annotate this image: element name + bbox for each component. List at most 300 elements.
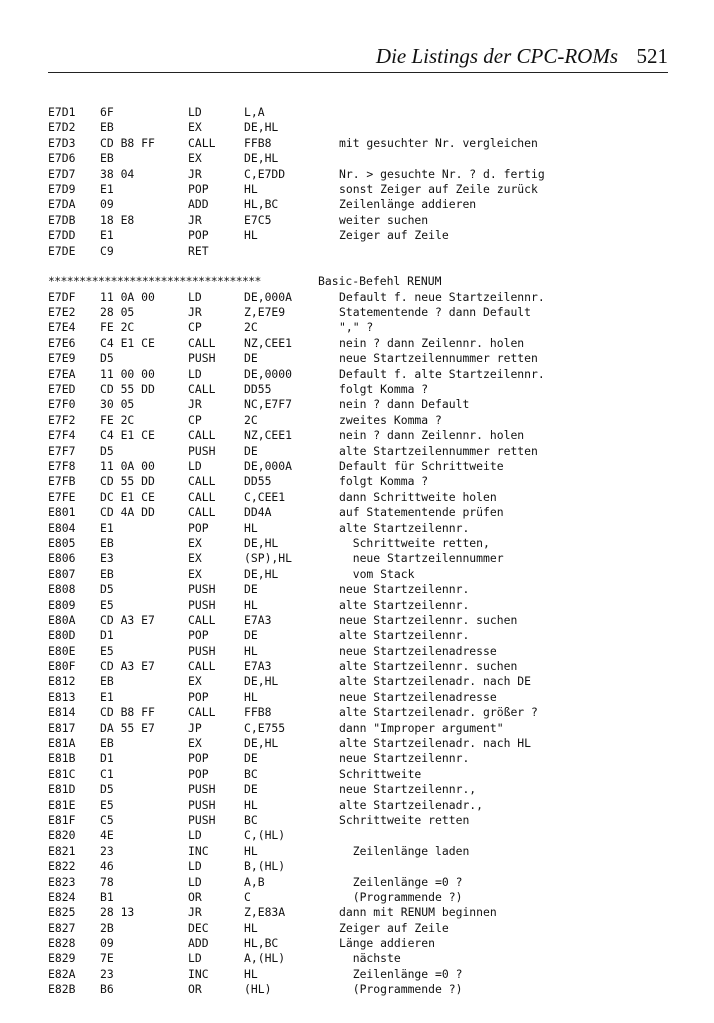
operands: 2C	[244, 412, 258, 427]
listing-row	[48, 674, 668, 689]
mnemonic: POP	[188, 689, 209, 704]
address: E7F0	[48, 397, 76, 412]
operands: HL	[244, 520, 258, 535]
listing-row	[48, 521, 668, 536]
comment: dann "Improper argument"	[339, 720, 504, 735]
opcode-bytes: C4 E1 CE	[100, 335, 155, 350]
listing-row	[48, 120, 668, 135]
operands: DE	[244, 351, 258, 366]
address: E814	[48, 705, 76, 720]
opcode-bytes: D5	[100, 351, 114, 366]
opcode-bytes: E1	[100, 181, 114, 196]
opcode-bytes: DC E1 CE	[100, 489, 155, 504]
address: E7DA	[48, 197, 76, 212]
listing-block-1	[48, 105, 668, 259]
listing-row	[48, 167, 668, 182]
comment: neue Startzeilennr.	[339, 582, 470, 597]
address: E7D2	[48, 120, 76, 135]
operands: E7A3	[244, 659, 272, 674]
comment: Zeilenlänge addieren	[339, 197, 477, 212]
listing-row	[48, 721, 668, 736]
opcode-bytes: 7E	[100, 951, 114, 966]
comment: sonst Zeiger auf Zeile zurück	[339, 181, 538, 196]
operands: DE,000A	[244, 458, 293, 473]
listing-row	[48, 397, 668, 412]
assembly-listing	[48, 105, 668, 998]
address: E7D7	[48, 166, 76, 181]
listing-row	[48, 197, 668, 212]
listing-row	[48, 320, 668, 335]
address: E80E	[48, 643, 76, 658]
address: E7FB	[48, 474, 76, 489]
comment: (Programmende ?)	[339, 982, 463, 997]
comment: (Programmende ?)	[339, 889, 463, 904]
listing-row	[48, 690, 668, 705]
opcode-bytes: D1	[100, 628, 114, 643]
address: E808	[48, 582, 76, 597]
operands: A,B	[244, 874, 265, 889]
operands: E7A3	[244, 612, 272, 627]
listing-row	[48, 536, 668, 551]
operands: HL	[244, 181, 258, 196]
comment: folgt Komma ?	[339, 474, 429, 489]
mnemonic: PUSH	[188, 582, 216, 597]
address: E817	[48, 720, 76, 735]
listing-row	[48, 228, 668, 243]
address: E7E9	[48, 351, 76, 366]
listing-row	[48, 305, 668, 320]
operands: C,CEE1	[244, 489, 286, 504]
opcode-bytes: E5	[100, 797, 114, 812]
operands: C,E755	[244, 720, 286, 735]
address: E81E	[48, 797, 76, 812]
comment: dann mit RENUM beginnen	[339, 905, 497, 920]
operands: DE	[244, 782, 258, 797]
comment: alte Startzeilennr. suchen	[339, 659, 518, 674]
page-header	[48, 38, 668, 74]
opcode-bytes: E5	[100, 597, 114, 612]
operands: 2C	[244, 320, 258, 335]
address: E81A	[48, 736, 76, 751]
address: E828	[48, 936, 76, 951]
address: E7F8	[48, 458, 76, 473]
mnemonic: PUSH	[188, 812, 216, 827]
opcode-bytes: 23	[100, 966, 114, 981]
listing-row	[48, 136, 668, 151]
operands: DE,HL	[244, 151, 279, 166]
mnemonic: CALL	[188, 612, 216, 627]
comment: alte Startzeilenadr. nach DE	[339, 674, 532, 689]
address: E7E4	[48, 320, 76, 335]
opcode-bytes: D5	[100, 782, 114, 797]
opcode-bytes: CD B8 FF	[100, 135, 155, 150]
listing-row	[48, 244, 668, 259]
listing-row	[48, 890, 668, 905]
comment: weiter suchen	[339, 212, 429, 227]
mnemonic: CALL	[188, 135, 216, 150]
operands: BC	[244, 766, 258, 781]
listing-row	[48, 474, 668, 489]
address: E7D6	[48, 151, 76, 166]
mnemonic: LD	[188, 366, 202, 381]
comment: Default für Schrittweite	[339, 458, 504, 473]
comment: Statementende ? dann Default	[339, 305, 532, 320]
listing-row	[48, 798, 668, 813]
mnemonic: INC	[188, 966, 209, 981]
mnemonic: CALL	[188, 335, 216, 350]
address: E821	[48, 843, 76, 858]
comment: neue Startzeilenadresse	[339, 643, 497, 658]
mnemonic: EX	[188, 566, 202, 581]
mnemonic: CALL	[188, 428, 216, 443]
address: E7DD	[48, 228, 76, 243]
operands: B,(HL)	[244, 859, 286, 874]
operands: A,(HL)	[244, 951, 286, 966]
comment: neue Startzeilennr.,	[339, 782, 477, 797]
mnemonic: POP	[188, 766, 209, 781]
listing-row	[48, 767, 668, 782]
opcode-bytes: 46	[100, 859, 114, 874]
section-title: Basic-Befehl RENUM	[318, 274, 442, 289]
opcode-bytes: CD 55 DD	[100, 382, 155, 397]
address: E7D9	[48, 181, 76, 196]
mnemonic: LD	[188, 828, 202, 843]
mnemonic: PUSH	[188, 351, 216, 366]
opcode-bytes: 09	[100, 197, 114, 212]
listing-block-2	[48, 290, 668, 998]
opcode-bytes: 4E	[100, 828, 114, 843]
opcode-bytes: CD B8 FF	[100, 705, 155, 720]
opcode-bytes: 09	[100, 936, 114, 951]
opcode-bytes: EB	[100, 566, 114, 581]
opcode-bytes: CD A3 E7	[100, 659, 155, 674]
comment: nein ? dann Default	[339, 397, 470, 412]
opcode-bytes: C9	[100, 243, 114, 258]
mnemonic: CALL	[188, 489, 216, 504]
mnemonic: JR	[188, 166, 202, 181]
mnemonic: CALL	[188, 705, 216, 720]
spacer	[48, 259, 668, 274]
address: E7E2	[48, 305, 76, 320]
mnemonic: POP	[188, 751, 209, 766]
listing-row	[48, 105, 668, 120]
opcode-bytes: 23	[100, 843, 114, 858]
mnemonic: POP	[188, 520, 209, 535]
operands: DD55	[244, 474, 272, 489]
address: E7EA	[48, 366, 76, 381]
address: E7DE	[48, 243, 76, 258]
listing-row	[48, 705, 668, 720]
mnemonic: POP	[188, 628, 209, 643]
opcode-bytes: 18 E8	[100, 212, 135, 227]
address: E820	[48, 828, 76, 843]
operands: DE	[244, 751, 258, 766]
operands: HL	[244, 966, 258, 981]
operands: C	[244, 889, 251, 904]
listing-row	[48, 951, 668, 966]
listing-row	[48, 367, 668, 382]
opcode-bytes: B1	[100, 889, 114, 904]
comment: alte Startzeilenadr.,	[339, 797, 484, 812]
mnemonic: LD	[188, 874, 202, 889]
address: E812	[48, 674, 76, 689]
mnemonic: OR	[188, 982, 202, 997]
address: E7E6	[48, 335, 76, 350]
operands: DD55	[244, 382, 272, 397]
header-rule	[48, 72, 668, 73]
opcode-bytes: E5	[100, 643, 114, 658]
operands: DE	[244, 582, 258, 597]
listing-row	[48, 182, 668, 197]
operands: HL	[244, 689, 258, 704]
mnemonic: POP	[188, 181, 209, 196]
comment: Zeilenlänge =0 ?	[339, 874, 463, 889]
opcode-bytes: 28 05	[100, 305, 135, 320]
mnemonic: OR	[188, 889, 202, 904]
operands: HL,BC	[244, 936, 279, 951]
mnemonic: EX	[188, 674, 202, 689]
address: E82A	[48, 966, 76, 981]
opcode-bytes: E1	[100, 228, 114, 243]
mnemonic: CALL	[188, 474, 216, 489]
operands: Z,E7E9	[244, 305, 286, 320]
address: E824	[48, 889, 76, 904]
address: E829	[48, 951, 76, 966]
address: E804	[48, 520, 76, 535]
comment: Länge addieren	[339, 936, 436, 951]
listing-row	[48, 582, 668, 597]
comment: alte Startzeilennr.	[339, 628, 470, 643]
opcode-bytes: E3	[100, 551, 114, 566]
operands: NC,E7F7	[244, 397, 293, 412]
comment: neue Startzeilennr.	[339, 751, 470, 766]
operands: BC	[244, 812, 258, 827]
operands: DE,0000	[244, 366, 293, 381]
listing-row	[48, 413, 668, 428]
opcode-bytes: EB	[100, 674, 114, 689]
address: E7DF	[48, 289, 76, 304]
mnemonic: PUSH	[188, 643, 216, 658]
opcode-bytes: 30 05	[100, 397, 135, 412]
comment: neue Startzeilennummer	[339, 551, 504, 566]
comment: neue Startzeilennr. suchen	[339, 612, 518, 627]
mnemonic: RET	[188, 243, 209, 258]
listing-row	[48, 921, 668, 936]
listing-row	[48, 828, 668, 843]
listing-row	[48, 936, 668, 951]
address: E7DB	[48, 212, 76, 227]
mnemonic: EX	[188, 151, 202, 166]
opcode-bytes: 78	[100, 874, 114, 889]
listing-row	[48, 613, 668, 628]
mnemonic: LD	[188, 105, 202, 119]
operands: FFB8	[244, 705, 272, 720]
section-header	[48, 274, 668, 289]
listing-row	[48, 459, 668, 474]
address: E827	[48, 920, 76, 935]
mnemonic: JR	[188, 212, 202, 227]
comment: Schrittweite	[339, 766, 422, 781]
operands: HL	[244, 843, 258, 858]
address: E813	[48, 689, 76, 704]
address: E81F	[48, 812, 76, 827]
address: E801	[48, 505, 76, 520]
address: E7F2	[48, 412, 76, 427]
listing-row	[48, 628, 668, 643]
operands: DE,HL	[244, 736, 279, 751]
opcode-bytes: 11 0A 00	[100, 458, 155, 473]
opcode-bytes: D5	[100, 582, 114, 597]
comment: Zeilenlänge =0 ?	[339, 966, 463, 981]
listing-row	[48, 782, 668, 797]
opcode-bytes: 11 0A 00	[100, 289, 155, 304]
address: E7F4	[48, 428, 76, 443]
comment: Zeiger auf Zeile	[339, 228, 449, 243]
operands: HL	[244, 597, 258, 612]
comment: Default f. neue Startzeilennr.	[339, 289, 545, 304]
listing-row	[48, 736, 668, 751]
operands: Z,E83A	[244, 905, 286, 920]
comment: alte Startzeilennr.	[339, 597, 470, 612]
listing-row	[48, 444, 668, 459]
listing-row	[48, 290, 668, 305]
listing-row	[48, 813, 668, 828]
operands: E7C5	[244, 212, 272, 227]
address: E82B	[48, 982, 76, 997]
address: E80A	[48, 612, 76, 627]
opcode-bytes: 38 04	[100, 166, 135, 181]
running-title: Die Listings der CPC-ROMs	[375, 44, 618, 68]
operands: (SP),HL	[244, 551, 293, 566]
comment: alte Startzeilenadr. nach HL	[339, 736, 532, 751]
mnemonic: INC	[188, 843, 209, 858]
mnemonic: LD	[188, 458, 202, 473]
comment: neue Startzeilenadresse	[339, 689, 497, 704]
operands: NZ,CEE1	[244, 428, 293, 443]
listing-row	[48, 567, 668, 582]
address: E81D	[48, 782, 76, 797]
comment: "," ?	[339, 320, 374, 335]
listing-row	[48, 490, 668, 505]
address: E825	[48, 905, 76, 920]
mnemonic: ADD	[188, 936, 209, 951]
opcode-bytes: EB	[100, 535, 114, 550]
operands: NZ,CEE1	[244, 335, 293, 350]
comment: dann Schrittweite holen	[339, 489, 497, 504]
mnemonic: JR	[188, 397, 202, 412]
mnemonic: CALL	[188, 659, 216, 674]
operands: DE	[244, 443, 258, 458]
listing-row	[48, 875, 668, 890]
operands: DD4A	[244, 505, 272, 520]
listing-row	[48, 751, 668, 766]
address: E7F7	[48, 443, 76, 458]
operands: HL	[244, 228, 258, 243]
mnemonic: EX	[188, 736, 202, 751]
comment: Schrittweite retten,	[339, 535, 490, 550]
opcode-bytes: CD 4A DD	[100, 505, 155, 520]
comment: folgt Komma ?	[339, 382, 429, 397]
operands: DE,HL	[244, 566, 279, 581]
operands: DE,HL	[244, 120, 279, 135]
listing-row	[48, 844, 668, 859]
mnemonic: PUSH	[188, 782, 216, 797]
operands: C,(HL)	[244, 828, 286, 843]
opcode-bytes: 11 00 00	[100, 366, 155, 381]
operands: HL	[244, 797, 258, 812]
operands: FFB8	[244, 135, 272, 150]
listing-row	[48, 151, 668, 166]
comment: Zeilenlänge laden	[339, 843, 470, 858]
mnemonic: DEC	[188, 920, 209, 935]
comment: neue Startzeilennummer retten	[339, 351, 538, 366]
address: E809	[48, 597, 76, 612]
mnemonic: JP	[188, 720, 202, 735]
listing-row	[48, 505, 668, 520]
comment: alte Startzeilenadr. größer ?	[339, 705, 538, 720]
comment: nein ? dann Zeilennr. holen	[339, 428, 525, 443]
address: E807	[48, 566, 76, 581]
listing-row	[48, 659, 668, 674]
operands: C,E7DD	[244, 166, 286, 181]
comment: nein ? dann Zeilennr. holen	[339, 335, 525, 350]
page-number: 521	[636, 44, 668, 68]
mnemonic: CP	[188, 412, 202, 427]
comment: Default f. alte Startzeilennr.	[339, 366, 545, 381]
mnemonic: CALL	[188, 505, 216, 520]
opcode-bytes: C4 E1 CE	[100, 428, 155, 443]
comment: Nr. > gesuchte Nr. ? d. fertig	[339, 166, 545, 181]
comment: zweites Komma ?	[339, 412, 442, 427]
opcode-bytes: EB	[100, 151, 114, 166]
listing-row	[48, 213, 668, 228]
operands: (HL)	[244, 982, 272, 997]
section-separator: **********************************	[48, 274, 261, 289]
listing-row	[48, 967, 668, 982]
mnemonic: JR	[188, 905, 202, 920]
address: E81B	[48, 751, 76, 766]
address: E80F	[48, 659, 76, 674]
opcode-bytes: E1	[100, 689, 114, 704]
opcode-bytes: 6F	[100, 105, 114, 119]
address: E7D3	[48, 135, 76, 150]
address: E823	[48, 874, 76, 889]
comment: alte Startzeilennummer retten	[339, 443, 538, 458]
address: E81C	[48, 766, 76, 781]
opcode-bytes: 2B	[100, 920, 114, 935]
opcode-bytes: CD 55 DD	[100, 474, 155, 489]
listing-row	[48, 382, 668, 397]
mnemonic: PUSH	[188, 443, 216, 458]
mnemonic: PUSH	[188, 797, 216, 812]
mnemonic: ADD	[188, 197, 209, 212]
opcode-bytes: D5	[100, 443, 114, 458]
mnemonic: CP	[188, 320, 202, 335]
address: E7ED	[48, 382, 76, 397]
mnemonic: LD	[188, 951, 202, 966]
listing-row	[48, 905, 668, 920]
address: E822	[48, 859, 76, 874]
mnemonic: POP	[188, 228, 209, 243]
opcode-bytes: 28 13	[100, 905, 135, 920]
operands: DE,HL	[244, 535, 279, 550]
address: E806	[48, 551, 76, 566]
opcode-bytes: FE 2C	[100, 320, 135, 335]
address: E7FE	[48, 489, 76, 504]
mnemonic: EX	[188, 120, 202, 135]
comment: mit gesuchter Nr. vergleichen	[339, 135, 538, 150]
mnemonic: EX	[188, 535, 202, 550]
